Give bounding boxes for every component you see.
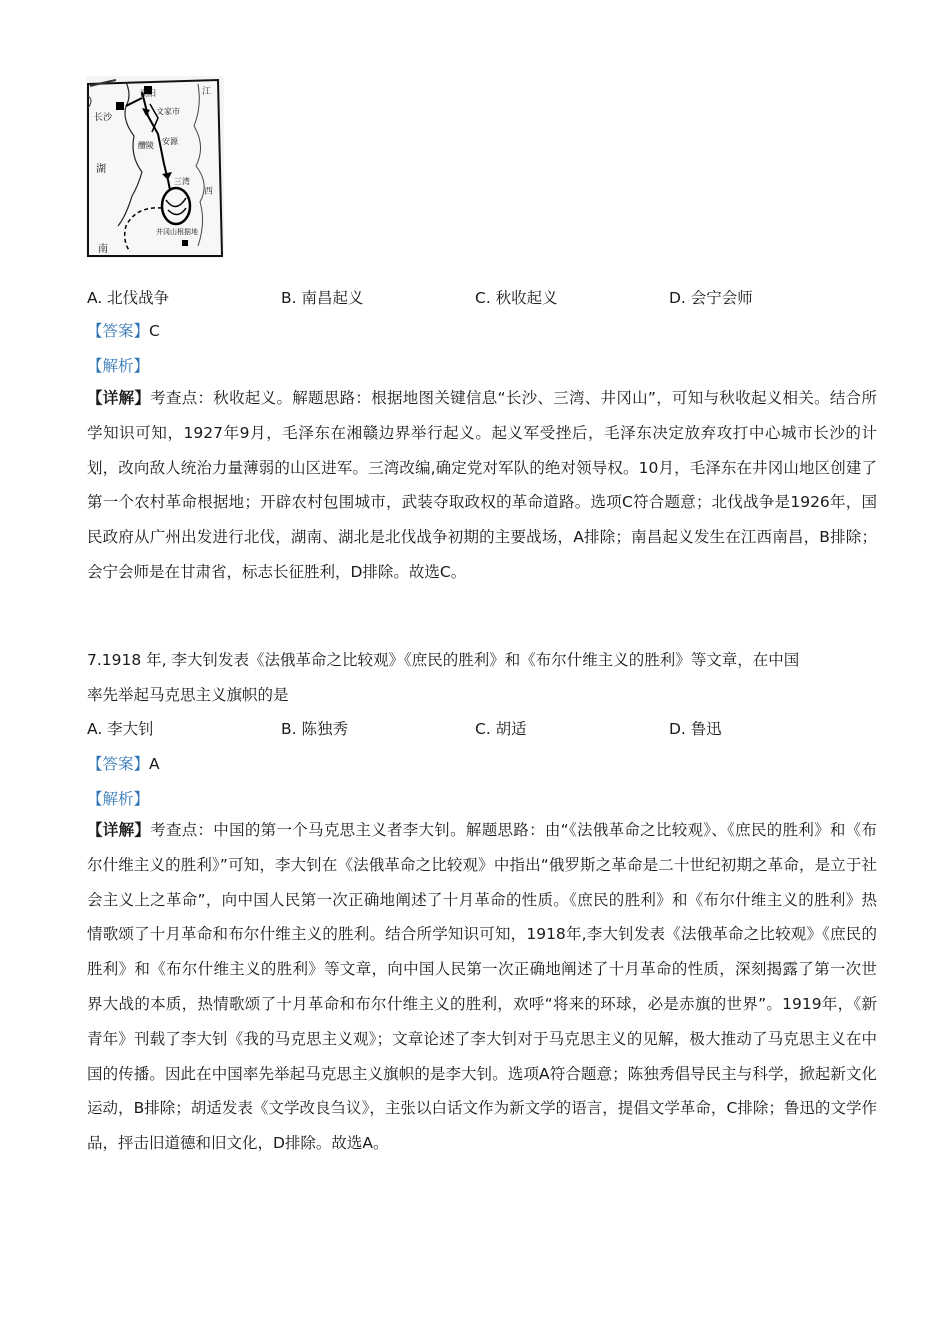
q6-analysis-tag: 【解析】 <box>87 357 150 375</box>
q7-detail-text: 考查点：中国的第一个马克思主义者李大钊。解题思路：由“《法俄革命之比较观》、《庶民的胜利》和《布尔什维主义的胜利》”可知，李大钊在《法俄革命之比较观》中指出“俄罗斯之革命是二十世纪初期之革命，是立于社会主义上之革命”，向中国人民第一次正确地阐述了十月革命的性质。《庶民的胜利》和《布尔什维主义的胜利》热情歌颂了十月革命和布尔什维主义的胜利。结合所学知识可知，1918年,李大钊发表《法俄革命之比较观》《庶民的胜利》和《布尔什维主义的胜利》等文章，向中国人民第一次正确地阐述了十月革命的性质，深刻揭露了第一次世界大战的本质，热情歌颂了十月革命和布尔什维主义的胜利，欢呼“将来的环球，必是赤旗的世界”。1919年，《新青年》刊载了李大钊《我的马克思主义观》；文章论述了李大钊对于马克思主义的见解，极大推动了马克思主义在中国的传播。因此在中国率先举起马克思主义旗帜的是李大钊。选项A符合题意；陈独秀倡导民主与科学，掀起新文化运动，B排除；胡适发表《文学改良刍议》，主张以白话文作为新文学的语言，提倡文学革命，C排除；鲁迅的文学作品，抨击旧道德和旧文化，D排除。故选A。 <box>87 821 877 1153</box>
map-label-wenjiashi: 文家市 <box>156 107 180 116</box>
map-label-jiang: 江 <box>202 86 212 96</box>
q6-option-a: A. 北伐战争 <box>87 289 170 307</box>
q7-stem-line1: 7.1918 年, 李大钊发表《法俄革命之比较观》《庶民的胜利》和《布尔什维主义的胜利》等文章，在中国 <box>87 651 800 669</box>
q6-option-b: B. 南昌起义 <box>281 289 364 307</box>
map-label-hu: 湖 <box>96 164 106 175</box>
q7-answer-line <box>87 754 160 774</box>
q7-detail-paragraph <box>87 813 877 1161</box>
q7-analysis-tag: 【解析】 <box>87 790 150 808</box>
q6-detail-paragraph <box>87 381 877 590</box>
q6-analysis-line <box>87 356 149 376</box>
map-label-nan: 南 <box>98 244 108 255</box>
map-label-anyuan: 安源 <box>162 137 178 146</box>
map-label-liuyang: 浏阳 <box>140 89 156 98</box>
q7-stem-line2: 率先举起马克思主义旗帜的是 <box>87 686 289 704</box>
map-label-changsha: 长沙 <box>94 112 113 122</box>
q7-option-c: C. 胡适 <box>475 720 527 738</box>
q6-answer-value: C <box>149 322 160 340</box>
q7-answer-value: A <box>149 755 160 773</box>
q6-answer-tag: 【答案】 <box>87 322 150 340</box>
q7-option-d: D. 鲁迅 <box>669 720 722 738</box>
q7-option-a: A. 李大钊 <box>87 720 154 738</box>
map-label-liling: 醴陵 <box>138 141 154 150</box>
q7-option-b: B. 陈独秀 <box>281 720 348 738</box>
q7-detail-tag: 【详解】 <box>87 821 151 839</box>
uprising-route-map <box>86 76 224 258</box>
q6-option-c: C. 秋收起义 <box>475 289 558 307</box>
q6-answer-line <box>87 321 160 341</box>
q6-detail-tag: 【详解】 <box>87 389 151 407</box>
map-label-jinggangshan: 井冈山根据地 <box>156 228 198 236</box>
q6-detail-text: 考查点：秋收起义。解题思路：根据地图关键信息“长沙、三湾、井冈山”，可知与秋收起义相关。结合所学知识可知，1927年9月，毛泽东在湘赣边界举行起义。起义军受挫后，毛泽东决定放弃攻打中心城市长沙的计划，改向敌人统治力量薄弱的山区进军。三湾改编,确定党对军队的绝对领导权。10月，毛泽东在井冈山地区创建了第一个农村革命根据地；开辟农村包围城市，武装夺取政权的革命道路。选项C符合题意；北伐战争是1926年，国民政府从广州出发进行北伐，湖南、湖北是北伐战争初期的主要战场，A排除；南昌起义发生在江西南昌，B排除；会宁会师是在甘肃省，标志长征胜利，D排除。故选C。 <box>87 389 877 581</box>
q6-option-d: D. 会宁会师 <box>669 289 753 307</box>
q7-analysis-line <box>87 789 149 809</box>
map-label-xi: 西 <box>204 186 214 196</box>
q7-answer-tag: 【答案】 <box>87 755 150 773</box>
map-label-sanwan: 三湾 <box>174 177 190 186</box>
